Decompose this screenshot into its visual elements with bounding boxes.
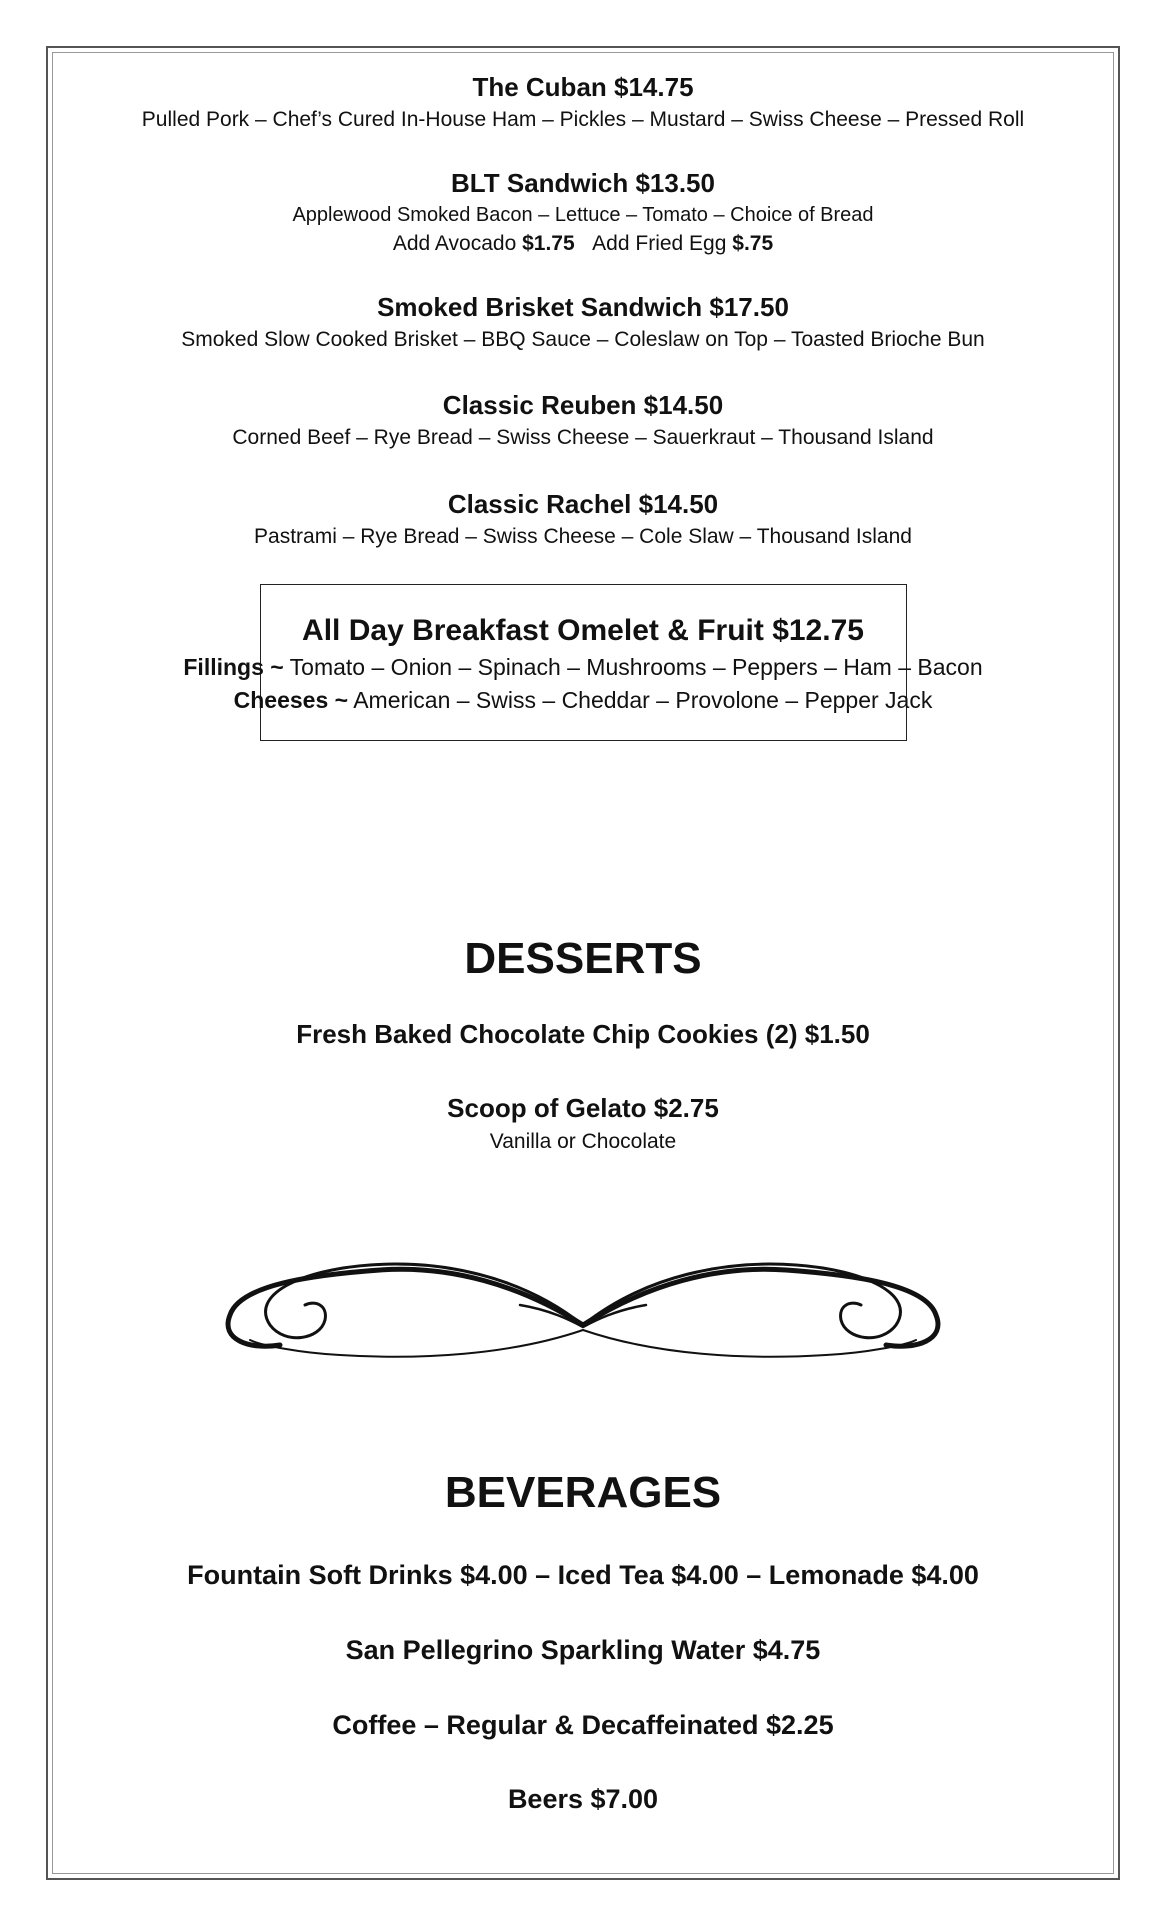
item-title-brisket: Smoked Brisket Sandwich $17.50 <box>377 292 789 322</box>
item-desc-blt: Applewood Smoked Bacon – Lettuce – Tomato – Choice of Bread <box>292 204 874 226</box>
beverage-beers: Beers $7.00 <box>507 1784 659 1814</box>
dessert-title-gelato: Scoop of Gelato $2.75 <box>447 1093 719 1123</box>
desserts-heading: DESSERTS <box>464 934 702 983</box>
item-desc-reuben: Corned Beef – Rye Bread – Swiss Cheese – Sauerkraut – Thousand Island <box>232 426 934 449</box>
flourish-divider-icon <box>220 1245 946 1360</box>
item-desc-brisket: Smoked Slow Cooked Brisket – BBQ Sauce – Coleslaw on Top – Toasted Brioche Bun <box>181 328 985 351</box>
addon-egg-label: Add Fried Egg <box>592 232 733 255</box>
blt-addons <box>0 232 1166 256</box>
cheeses-label: Cheeses ~ <box>233 687 349 713</box>
cheeses-list: American – Swiss – Cheddar – Provolone – Pepper Jack <box>348 687 933 713</box>
beverage-sparkling-water: San Pellegrino Sparkling Water $4.75 <box>345 1635 821 1665</box>
item-title-blt: BLT Sandwich $13.50 <box>451 168 715 198</box>
fillings-label: Fillings ~ <box>183 654 284 680</box>
item-title-cuban: The Cuban $14.75 <box>472 72 694 102</box>
omelet-title: All Day Breakfast Omelet & Fruit $12.75 <box>302 614 864 647</box>
omelet-fillings <box>0 654 1166 681</box>
item-title-rachel: Classic Rachel $14.50 <box>447 489 719 519</box>
omelet-cheeses <box>0 687 1166 714</box>
item-title-reuben: Classic Reuben $14.50 <box>442 390 724 420</box>
addon-egg-price: $.75 <box>732 232 774 255</box>
dessert-title-cookies: Fresh Baked Chocolate Chip Cookies (2) $1.50 <box>296 1019 870 1049</box>
beverage-soft-drinks: Fountain Soft Drinks $4.00 – Iced Tea $4.00 – Lemonade $4.00 <box>187 1560 979 1590</box>
item-desc-cuban: Pulled Pork – Chef’s Cured In-House Ham – Pickles – Mustard – Swiss Cheese – Pressed Roll <box>141 108 1025 131</box>
addon-avocado-price: $1.75 <box>522 232 575 255</box>
addon-avocado-label: Add Avocado <box>392 232 523 255</box>
dessert-desc-gelato: Vanilla or Chocolate <box>489 1130 677 1153</box>
fillings-list: Tomato – Onion – Spinach – Mushrooms – Peppers – Ham – Bacon <box>283 654 983 680</box>
beverage-coffee: Coffee – Regular & Decaffeinated $2.25 <box>332 1710 834 1740</box>
item-desc-rachel: Pastrami – Rye Bread – Swiss Cheese – Cole Slaw – Thousand Island <box>254 525 912 548</box>
beverages-heading: BEVERAGES <box>444 1468 722 1517</box>
